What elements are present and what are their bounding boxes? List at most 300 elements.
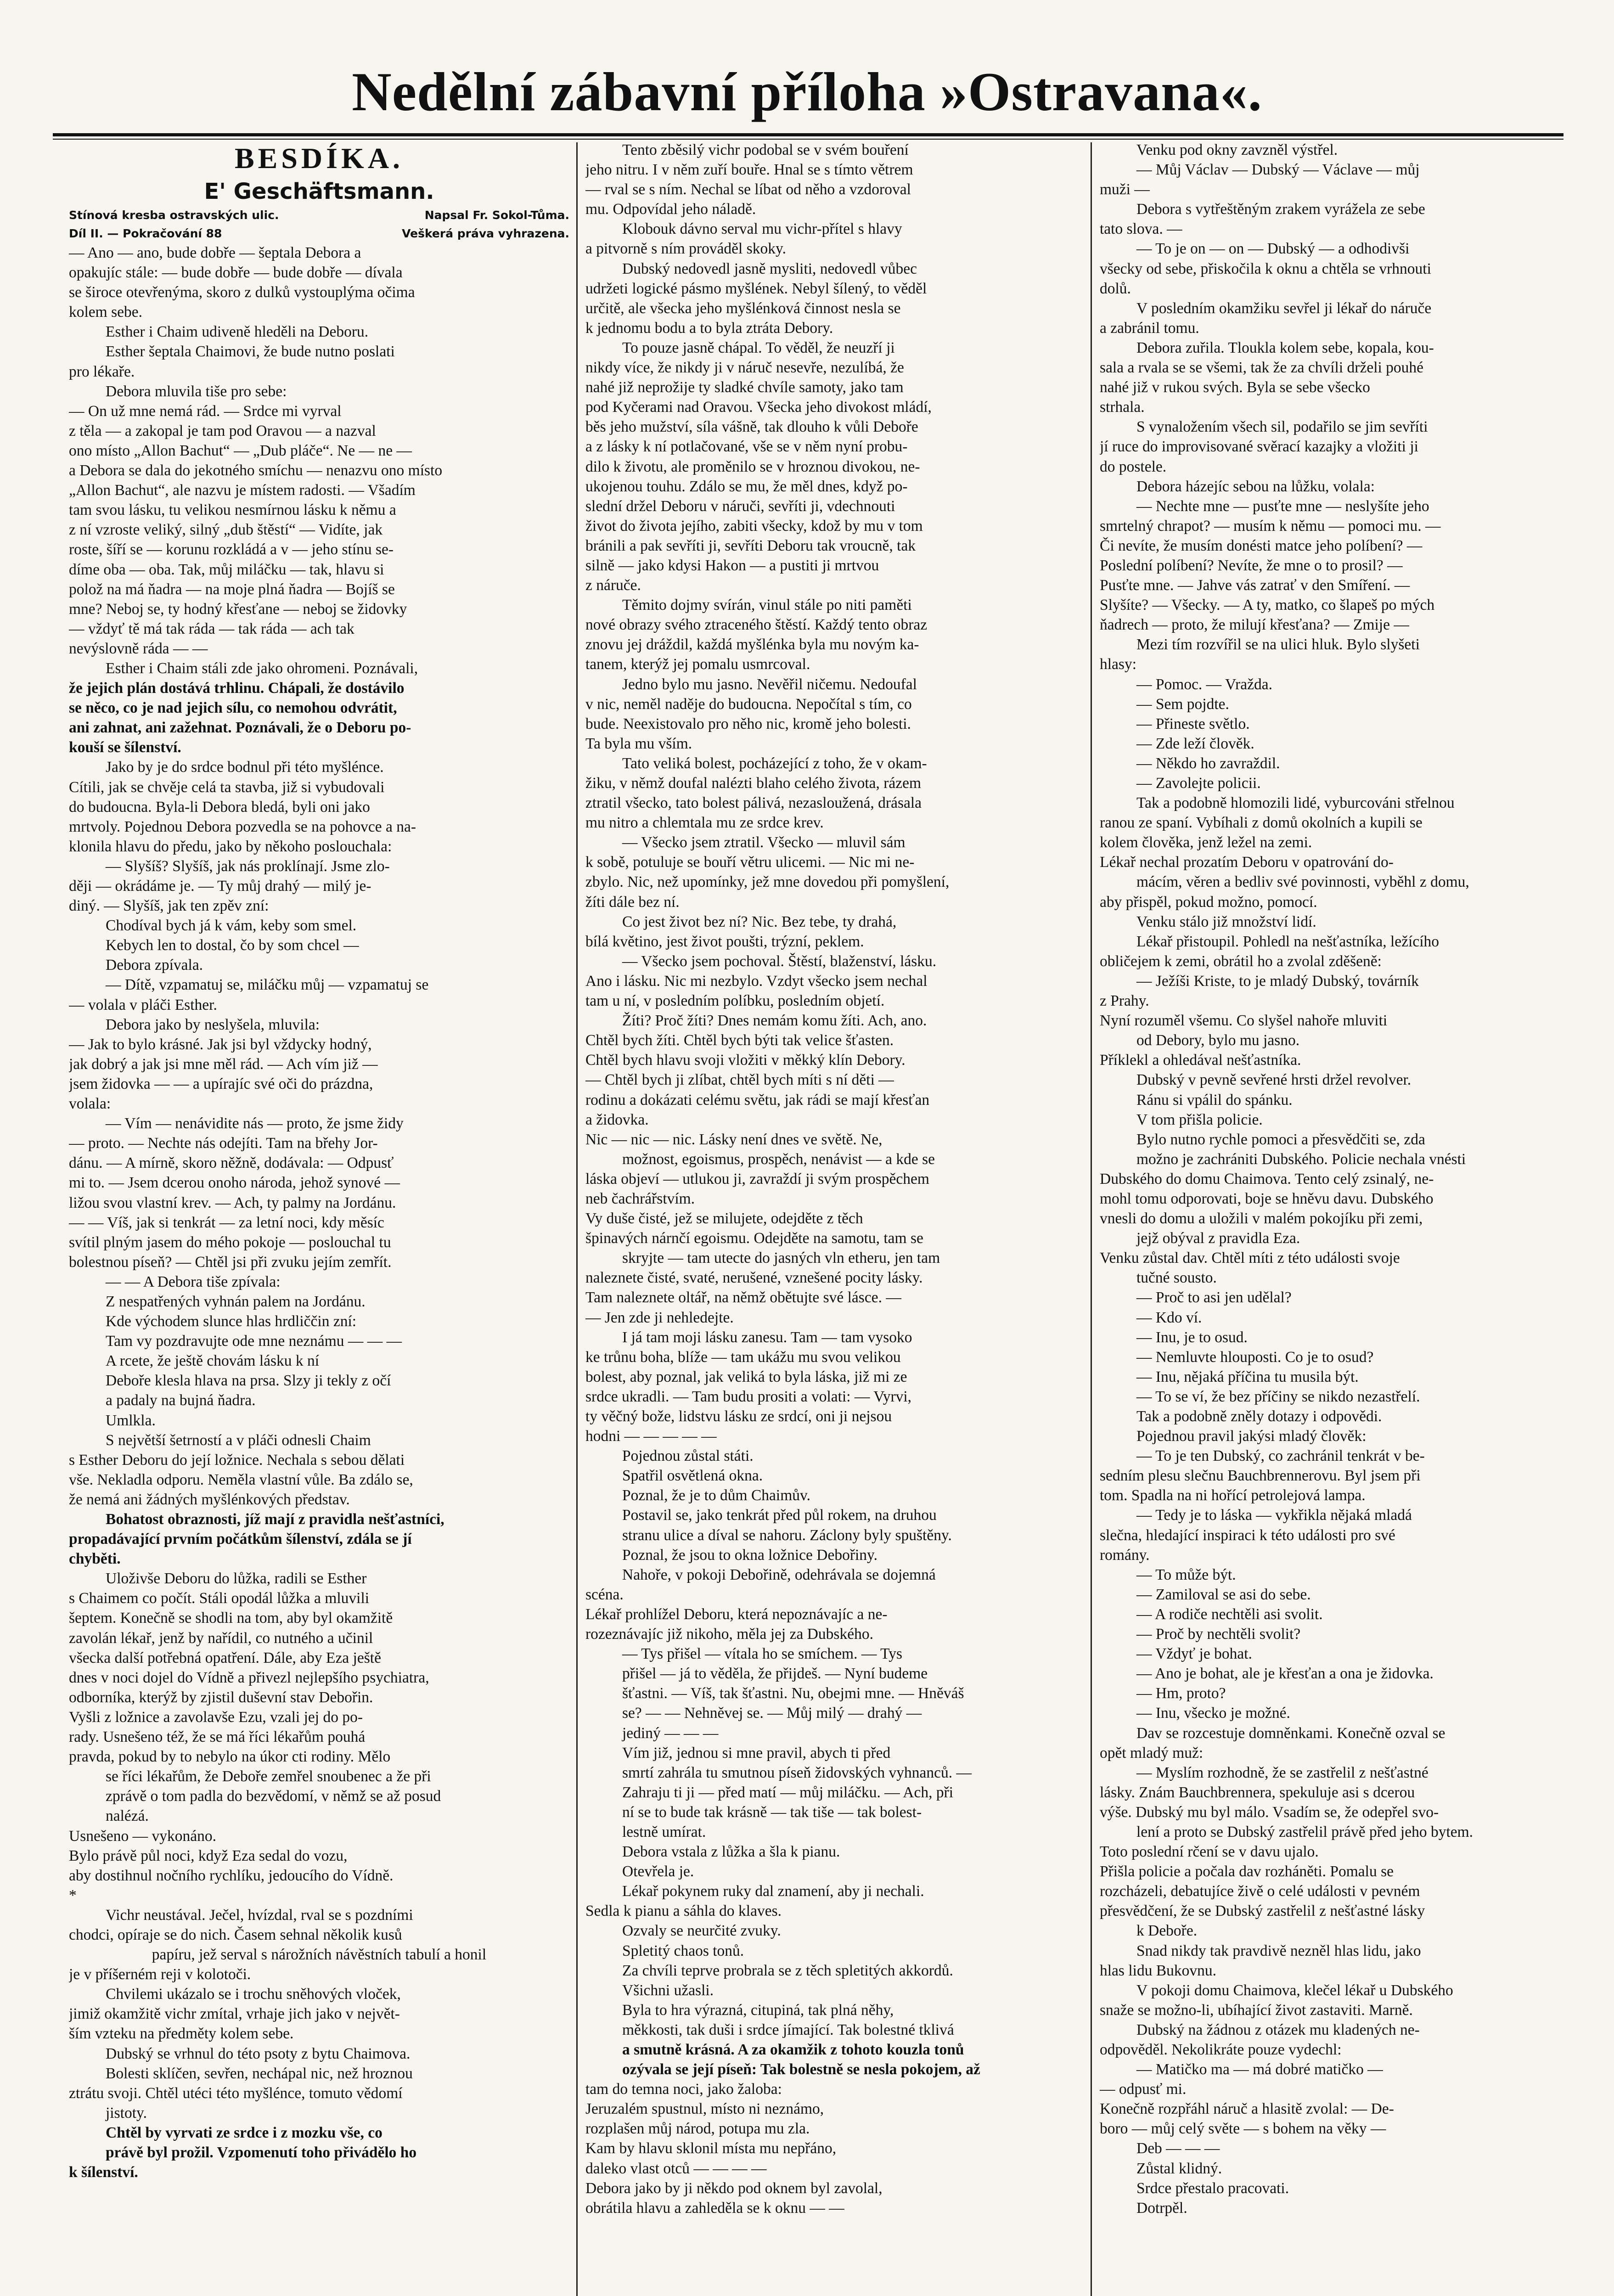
col2-line: lestně umírat. (622, 1823, 706, 1840)
col2-line: smrtí zahrála tu smutnou píseň židovských vyhnanců. — (622, 1764, 972, 1781)
col2-line: nahé již neprožije ty sladké chvíle samoty, jako tam (585, 379, 904, 396)
col1-line: A rcete, že ještě chovám lásku k ní (106, 1352, 320, 1370)
col1-line: s Chaimem co počít. Stáli opodál lůžka a mluvili (69, 1590, 370, 1607)
col3-line: Venku stálo již množství lidí. (1136, 913, 1316, 930)
col2-line: Vím již, jednou si mne pravil, abych ti před (622, 1744, 891, 1761)
col2-line: v nic, neměl naděje do budoucna. Nepočítal s tím, co (585, 695, 912, 713)
col2-line: špinavých nárnčí egoismu. Odejděte na samotu, tam se (585, 1230, 923, 1247)
column-1 (69, 140, 569, 2296)
col1-line: chodci, opíraje se do nich. Časem sehnal několik kusů (69, 1926, 402, 1943)
col3-line: strhala. (1100, 399, 1145, 416)
col2-line: Chtěl bych hlavu svoji vložiti v měkký klín Debory. (585, 1052, 905, 1069)
col2-line: — Jen zde ji nehledejte. (585, 1309, 734, 1326)
col1-line: S největší šetrností a v pláči odnesli Chaim (106, 1431, 371, 1449)
col3-line: — Nechte mne — pusťte mne — neslyšíte jeho (1136, 497, 1429, 515)
col1-line: Kebych len to dostal, čo by som chcel — (106, 937, 359, 954)
column-divider-2 (1091, 142, 1092, 2296)
column-divider-1 (576, 142, 578, 2296)
col1-line: Dubský se vrhnul do této psoty z bytu Chaimova. (106, 2045, 411, 2062)
col3-line: Pusťte mne. — Jahve vás zatrať v den Smíření. — (1100, 577, 1410, 594)
col1-line: Debora jako by neslyšela, mluvila: (106, 1016, 320, 1033)
col3-line: muži — (1100, 181, 1150, 198)
col1-line: Chodíval bych já k vám, keby som smel. (106, 917, 357, 934)
col3-line: Slyšíte? — Všecky. — A ty, matko, co šlapeš po mých (1100, 597, 1435, 614)
col2-line: neb čachrářstvím. (585, 1190, 695, 1207)
col3-line: — Nemluvte hlouposti. Co je to osud? (1136, 1348, 1374, 1366)
col1-line: Cítili, jak se chvěje celá ta stavba, již si vybudovali (69, 778, 385, 796)
col3-line: Příklekl a ohledával nešťastníka. (1100, 1052, 1301, 1069)
col2-line: k jednomu bodu a to byla ztráta Debory. (585, 319, 833, 337)
col3-line: — Inu, nějaká příčina tu musila být. (1136, 1368, 1359, 1385)
col2-line: — rval se s ním. Nechal se líbat od něho a vzdoroval (585, 181, 911, 198)
col3-line: — Někdo ho zavraždil. (1136, 754, 1280, 772)
col1-line: — On už mne nemá rád. — Srdce mi vyrval (69, 402, 342, 420)
col3-line: — Vždyť je bohat. (1136, 1645, 1252, 1663)
col1-line: díme oba — oba. Tak, můj miláčku — tak, hlavu si (69, 561, 384, 578)
col1-line: — — A Debora tiše zpívala: (106, 1273, 281, 1290)
col3-line: — Zavolejte policii. (1136, 775, 1261, 792)
col2-line: Poznal, že jsou to okna ložnice Debořiny. (622, 1546, 878, 1564)
col1-line: bolestnou píseň? — Chtěl jsi při zvuku jejím zemřít. (69, 1253, 392, 1271)
col2-line: Jedno bylo mu jasno. Nevěřil ničemu. Nedoufal (622, 675, 917, 693)
col2-line: Postavil se, jako tenkrát před půl rokem, na druhou (622, 1507, 937, 1524)
col3-line: Lékař přistoupil. Pohledl na nešťastníka, ležícího (1136, 933, 1440, 950)
col1-line: nevýslovně ráda — — (69, 640, 208, 657)
col2-line: ozývala se její píseň: Tak bolestně se nesla pokojem, až (622, 2061, 980, 2078)
col2-line: Spatřil osvětlená okna. (622, 1467, 763, 1485)
col3-line: — Hm, proto? (1136, 1685, 1226, 1702)
col2-line: k sobě, potuluje se bouří větru ulicemi. — Nic mi ne- (585, 854, 915, 871)
col1-line: k šílenství. (69, 2164, 138, 2181)
col3-line: Dubský v pevně sevřené hrsti držel revolver. (1136, 1071, 1412, 1089)
col3-line: — Proč to asi jen udělal? (1136, 1289, 1292, 1306)
col2-line: obrátila hlavu a zahleděla se k oknu — — (585, 2199, 844, 2217)
col3-line: ranou ze spaní. Vybíhali z domů okolních a kupili se (1100, 814, 1423, 832)
col2-line: láska objeví — utlukou ji, zavraždí ji svým prospěchem (585, 1170, 929, 1187)
col3-line: obličejem k zemi, obrátil ho a zvolal zděšeně: (1100, 952, 1382, 970)
col2-line: Tento zběsilý vichr podobal se v svém bouření (622, 141, 909, 158)
col2-line: šťastni. — Víš, tak šťastni. Nu, obejmi mne. — Hněváš (622, 1685, 964, 1702)
col1-line: — Slyšíš? Slyšíš, jak nás proklínají. Jsme zlo- (106, 857, 390, 875)
col1-line: mi to. — Jsem dcerou onoho národa, jehož synové — (69, 1174, 400, 1192)
col2-line: Sedla k pianu a sáhla do klaves. (585, 1902, 782, 1920)
col1-line: z těla — a zakopal je tam pod Oravou — a nazval (69, 422, 376, 439)
col3-line: rozcházeli, debatujíce živě o celé události v pevném (1100, 1883, 1420, 1900)
col1-line: — — Víš, jak si tenkrát — za letní noci, kdy měsíc (69, 1214, 384, 1231)
col1-line: jsem židovka — — a upírajíc své oči do prázdna, (69, 1075, 373, 1092)
col1-line: kolem sebe. (69, 304, 143, 321)
col2-line: jeho nitru. I v něm zuří bouře. Hnal se s tímto větrem (585, 161, 913, 179)
newspaper-masthead: Nedělní zábavní příloha »Ostravana«. (352, 61, 1262, 122)
col1-line: Kde východem slunce hlas hrdliččin zní: (106, 1313, 357, 1330)
col1-line: odborníka, kterýž by zjistil duševní stav Debořin. (69, 1688, 373, 1706)
col2-line: — Tys přišel — vítala ho se smíchem. — Tys (622, 1645, 903, 1663)
col3-line: Venku pod okny zavzněl výstřel. (1136, 141, 1338, 158)
col3-line: Tak a podobně zněly dotazy i odpovědi. (1136, 1408, 1382, 1425)
col3-line: Tak a podobně hlomozili lidé, vyburcováni střelnou (1136, 794, 1455, 812)
col3-line: Deb — — — (1136, 2140, 1220, 2157)
col2-line: nikdy více, že nikdy ji v náruč nesevře, nezulíbá, že (585, 359, 904, 377)
col2-line: Vy duše čisté, jež se milujete, odejděte z těch (585, 1210, 863, 1227)
col3-line: všecky od sebe, přiskočila k oknu a chtěla se vrhnouti (1100, 260, 1431, 277)
col1-line: Debora zpívala. (106, 957, 203, 974)
col2-line: Těmito dojmy svírán, vinul stále po niti paměti (622, 597, 912, 614)
col1-line: jak dobrý a jak jsi mne měl rád. — Ach vím již — (69, 1055, 378, 1073)
col2-line: ty věčný bože, lidstvu lásku ze srdcí, oni ji nejsou (585, 1408, 892, 1425)
col2-line: naleznete čisté, svaté, nerušené, vznešené pocity lásky. (585, 1269, 923, 1287)
col3-line: — To může být. (1136, 1566, 1236, 1583)
col3-line: do postele. (1100, 458, 1167, 475)
col3-line: vnesli do domu a uložili v malém pokojíku při zemi, (1100, 1210, 1423, 1227)
col3-line: k Deboře. (1136, 1922, 1198, 1940)
col1-line: Umlkla. (106, 1412, 156, 1429)
col2-line: Klobouk dávno serval mu vichr-přítel s hlavy (622, 220, 902, 238)
col1-line: zavolán lékař, jenž by nařídil, co nutného a učinil (69, 1629, 373, 1647)
col3-line: smrtelný chrapot? — musím k němu — pomoci mu. — (1100, 517, 1441, 535)
col2-line: daleko vlast otců — — — — (585, 2160, 767, 2177)
col2-line: Jeruzalém spustnul, místo ni neznámo, (585, 2100, 824, 2118)
col2-line: Lékař pokynem ruky dal znamení, aby ji nechali. (622, 1883, 924, 1900)
col1-line: dánu. — A mírně, skoro něžně, dodávala: — Odpusť (69, 1154, 394, 1172)
col1-line: šeptem. Konečně se shodli na tom, aby byl okamžitě (69, 1609, 393, 1627)
col1-line: je v příšerném reji v kolotoči. (69, 1966, 251, 1983)
story-meta-row-2 (69, 225, 569, 243)
col1-line: se něco, co je nad jejich sílu, co nemohou odvrátit, (69, 699, 397, 717)
col3-line: hlas lidu Bukovnu. (1100, 1962, 1217, 1979)
col1-line: — Dítě, vzpamatuj se, miláčku můj — vzpamatuj se (106, 976, 429, 994)
col1-line: Jako by je do srdce bodnul při této myšlénce. (106, 759, 384, 776)
col3-line: Debora házejíc sebou na lůžku, volala: (1136, 478, 1375, 495)
col1-line: že jejich plán dostává trhlinu. Chápali, že dostávilo (69, 680, 405, 697)
col1-line: se široce otevřenýma, skoro z dulků vystouplýma očima (69, 284, 415, 301)
col1-line: Chtěl by vyrvati ze srdce i z mozku vše, co (106, 2124, 382, 2141)
col3-line: Mezi tím rozvířil se na ulici hluk. Bylo slyšeti (1136, 636, 1420, 653)
col3-line: Nyní rozuměl všemu. Co slyšel nahoře mluviti (1100, 1012, 1388, 1030)
col3-line: Dubský na žádnou z otázek mu kladených ne- (1136, 2021, 1420, 2038)
col2-line: bílá květino, jest život poušti, trýzní, peklem. (585, 933, 864, 950)
col1-line: nalézá. (106, 1807, 149, 1825)
col2-line: běs jeho mužství, síla vášně, tak dlouho k vůli Deboře (585, 418, 918, 436)
col3-line: — odpusť mi. (1100, 2081, 1187, 2098)
col1-line: Bolesti sklíčen, sevřen, nechápal nic, než hroznou (106, 2065, 413, 2082)
col2-line: z náruče. (585, 577, 641, 594)
col3-line: — To je ten Dubský, co zachránil tenkrát v be- (1136, 1447, 1425, 1465)
col1-line: z ní vzroste veliký, silný „dub štěstí“ — Vidíte, jak (69, 521, 383, 539)
col3-line: sedním plesu slečnu Bauchbrennerovu. Byl jsem při (1100, 1467, 1421, 1485)
col3-line: aby přispěl, pokud možno, pomocí. (1100, 893, 1317, 911)
col2-line: nové obrazy svého ztraceného štěstí. Každý tento obraz (585, 616, 928, 634)
col2-line: skryjte — tam utecte do jasných vln etheru, jen tam (622, 1249, 940, 1267)
col2-line: Chtěl bych žíti. Chtěl bych býti tak velice šťasten. (585, 1032, 894, 1049)
col1-line: do budoucna. Byla-li Debora bledá, byli oni jako (69, 798, 370, 816)
col3-line: Bylo nutno rychle pomoci a přesvědčiti se, zda (1136, 1131, 1425, 1148)
col2-line: silně — jako kdysi Hakon — a pustiti ji mrtvou (585, 557, 879, 574)
col1-line: ližou svou vlastní krev. — Ach, ty palmy na Jordánu. (69, 1194, 396, 1211)
col3-line: — Sem pojdte. (1136, 695, 1229, 713)
col1-line: roste, šíří se — korunu rozkládá a v — jeho stínu se- (69, 541, 394, 558)
col2-line: Zahraju ti ji — před matí — můj miláčku. — Ach, při (622, 1784, 954, 1801)
col1-line: — Ano — ano, bude dobře — šeptala Debora a (69, 244, 361, 261)
col1-line: tam svou lásku, tu velikou nesmírnou lásku k němu a (69, 501, 396, 519)
masthead-rule-thin (53, 139, 1563, 140)
col2-line: ztratil všecko, tato bolest pálivá, nezasloužená, drásala (585, 794, 922, 812)
col1-line: jistoty. (106, 2104, 147, 2122)
col3-line: — Pomoc. — Vražda. (1136, 675, 1273, 693)
col2-line: a židovka. (585, 1111, 649, 1128)
masthead-rule-thick (53, 133, 1563, 136)
col2-line: mu. Odpovídal jeho náladě. (585, 201, 756, 218)
col3-line: — Matičko ma — má dobré matičko — (1136, 2061, 1383, 2078)
col3-line: Venku zůstal dav. Chtěl míti z této události svoje (1100, 1249, 1400, 1267)
col2-line: hodni — — — — — (585, 1428, 717, 1445)
column-3 (1100, 140, 1600, 2296)
col3-line: Či nevíte, že musím donésti matce jeho políbení? — (1100, 537, 1423, 554)
col3-line: Konečně rozpřáhl náruč a hlasitě zvolal: — De- (1100, 2100, 1394, 2118)
col3-line: ňadrech — proto, že milují křesťana? — Zmije — (1100, 616, 1409, 634)
col2-line: srdce ukradli. — Tam budu prositi a volati: — Vyrvi, (585, 1388, 912, 1405)
col2-line: ukojenou touhu. Zdálo se mu, že měl dnes, když po- (585, 478, 908, 495)
col2-line: tanem, kterýž jej pomalu usmrcoval. (585, 656, 810, 673)
column-3-text (1100, 140, 1600, 2218)
col3-line: Dav se rozcestuje domněnkami. Konečně ozval se (1136, 1724, 1445, 1742)
col2-line: Kam by hlavu sklonil místa mu nepřáno, (585, 2140, 837, 2157)
col1-line: * (69, 1886, 77, 1904)
col3-line: Přišla policie a počala dav rozháněti. Pomalu se (1100, 1863, 1394, 1880)
col1-line: polož na má ňadra — na moje plná ňadra — Bojíš se (69, 580, 395, 598)
col3-line: lásky. Znám Bauchbrennera, spekuluje asi s dcerou (1100, 1784, 1415, 1801)
col3-line: z Prahy. (1100, 992, 1149, 1010)
col3-line: nahé již v rukou svých. Byla se sebe všecko (1100, 379, 1370, 396)
col3-line: hlasy: (1100, 656, 1137, 673)
col1-line: právě byl prožil. Vzpomenutí toho přivádělo ho (106, 2144, 417, 2161)
col2-line: Ozvaly se neurčité zvuky. (622, 1922, 781, 1940)
col2-line: rodinu a dokázati celému světu, jak rádi se mají křesťan (585, 1091, 930, 1109)
col1-line: pravda, pokud by to nebylo na úkor cti rodiny. Mělo (69, 1748, 391, 1766)
col3-line: tato slova. — (1100, 220, 1182, 238)
col1-line: Bylo právě půl noci, když Eza sedal do vozu, (69, 1847, 348, 1864)
col3-line: — Tedy je to láska — vykřikla nějaká mladá (1136, 1507, 1412, 1524)
col2-line: Dubský nedovedl jasně mysliti, nedovedl vůbec (622, 260, 917, 277)
col1-line: — vždyť tě má tak ráda — tak ráda — ach tak (69, 620, 354, 637)
col2-line: Co jest život bez ní? Nic. Bez tebe, ty drahá, (622, 913, 897, 930)
col2-line: To pouze jasně chápal. To věděl, že neuzří ji (622, 339, 895, 356)
col1-line: opakujíc stále: — bude dobře — bude dobře — dívala (69, 264, 403, 281)
col3-line: — Zamiloval se asi do sebe. (1136, 1586, 1311, 1603)
col1-line: — volala v pláči Esther. (69, 996, 217, 1013)
col3-line: — Přineste světlo. (1136, 715, 1250, 732)
col2-line: Pojednou zůstal státi. (622, 1447, 754, 1465)
col3-line: tom. Spadla na ni hořící petrolejová lampa. (1100, 1487, 1366, 1504)
col1-line: kouší se šílenství. (69, 739, 181, 756)
col1-line: klonila hlavu do předu, jako by někoho poslouchala: (69, 838, 392, 855)
col2-line: tam u ní, v posledním políbku, posledním objetí. (585, 992, 885, 1010)
col2-line: Poznal, že je to dům Chaimův. (622, 1487, 810, 1504)
col2-line: bude. Neexistovalo pro něho nic, kromě jeho bolesti. (585, 715, 911, 732)
col2-line: bránili a pak sevříti ji, sevříti Deboru tak vroucně, tak (585, 537, 916, 554)
column-1-text (69, 243, 569, 2182)
col1-line: se říci lékařům, že Deboře zemřel snoubenec a že při (106, 1768, 431, 1785)
col3-line: dolů. (1100, 280, 1131, 297)
col2-line: život do života jejího, zabiti všecky, kdož by mu v tom (585, 517, 923, 535)
col2-line: jediný — — — (622, 1724, 719, 1742)
col1-line: ono místo „Allon Bachut“ — „Dub pláče“. Ne — ne — (69, 442, 412, 459)
col2-line: Otevřela je. (622, 1863, 694, 1880)
col2-line: Nic — nic — nic. Lásky není dnes ve světě. Ne, (585, 1131, 883, 1148)
col2-line: Debora vstala z lůžka a šla k pianu. (622, 1843, 840, 1861)
col1-line: propadávající prvním počátkům šílenství, zdála se jí (69, 1531, 412, 1548)
col1-line: aby dostihnul nočního rychlíku, jedoucího do Vídně. (69, 1867, 394, 1884)
col1-line: chyběti. (69, 1550, 121, 1568)
col2-line: žiku, v němž doufal nalézti blaho celého života, rázem (585, 775, 922, 792)
col1-line: Z nespatřených vyhnán palem na Jordánu. (106, 1293, 366, 1310)
column-2 (585, 140, 1086, 2296)
col2-line: pod Kyčerami nad Oravou. Všecka jeho divokost mládí, (585, 399, 932, 416)
col1-line: Bohatost obraznosti, jíž mají z pravidla nešťastníci, (106, 1511, 444, 1528)
col3-line: slečna, hledající inspiraci k této události pro své (1100, 1526, 1395, 1544)
col1-line: — proto. — Nechte nás odejíti. Tam na břehy Jor- (69, 1135, 378, 1152)
col2-line: a z lásky k ní potlačované, vše se v něm nyní probu- (585, 438, 908, 456)
col3-line: Zůstal klidný. (1136, 2160, 1222, 2177)
col1-line: Usnešeno — vykonáno. (69, 1827, 216, 1845)
col3-line: Toto poslední rčení se v davu ujalo. (1100, 1843, 1319, 1861)
col3-line: — Můj Václav — Dubský — Václave — můj (1136, 161, 1420, 179)
story-author: Napsal Fr. Sokol-Tůma. (424, 208, 569, 222)
col3-line: — Inu, všecko je možné. (1136, 1705, 1290, 1722)
col3-line: V pokoji domu Chaimova, klečel lékař u Dubského (1136, 1981, 1453, 1999)
col1-line: Esther i Chaim udiveně hleděli na Deboru. (106, 323, 369, 341)
col3-line: — Inu, je to osud. (1136, 1328, 1248, 1346)
col2-line: se? — — Nehněvej se. — Můj milý — drahý — (622, 1705, 922, 1722)
col3-line: sala a rvala se se všemi, tak že za chvíli drželi pouhé (1100, 359, 1424, 377)
col1-line: Debora mluvila tiše pro sebe: (106, 383, 287, 400)
col3-line: Dubského do domu Chaimova. Tento celý zsinalý, ne- (1100, 1170, 1434, 1187)
col2-line: ní se to bude tak krásně — tak tiše — tak bolest- (622, 1803, 922, 1821)
col3-line: kolem člověka, jenž ležel na zemi. (1100, 834, 1312, 851)
col2-line: Tato veliká bolest, pocházející z toho, že v okam- (622, 754, 927, 772)
col2-line: přišel — já to věděla, že přijdeš. — Nyní budeme (622, 1665, 928, 1683)
col3-line: od Debory, bylo mu jasno. (1136, 1032, 1300, 1049)
col3-line: mácím, věren a bedliv své povinnosti, vyběhl z domu, (1136, 873, 1469, 891)
col3-line: opět mladý muž: (1100, 1744, 1203, 1761)
col2-line: žíti dále bez ní. (585, 893, 680, 911)
col1-line: svítil plným jasem do mého pokoje — poslouchal tu (69, 1233, 391, 1251)
col1-line: zprávě o tom padla do bezvědomí, v němž se až posud (106, 1788, 441, 1805)
col3-line: V tom přišla policie. (1136, 1111, 1263, 1128)
col3-line: Debora s vytřeštěným zrakem vyrážela ze sebe (1136, 201, 1425, 218)
col1-line: „Allon Bachut“, ale nazvu je místem radosti. — Všadím (69, 482, 416, 499)
col1-line: s Esther Deboru do její ložnice. Nechala s sebou dělati (69, 1451, 405, 1469)
col3-line: — To se ví, že bez příčiny se nikdo nezastřelí. (1136, 1388, 1420, 1405)
col3-line: Pojednou pravil jakýsi mladý člověk: (1136, 1428, 1367, 1445)
col2-line: udržeti logické pásmo myšlének. Nebyl šílený, to věděl (585, 280, 927, 297)
col2-line: dilo k životu, ale proměnilo se v hroznou divokou, ne- (585, 458, 920, 475)
col2-line: — Všecko jsem pochoval. Štěstí, blaženství, lásku. (622, 952, 937, 970)
col2-line: scéna. (585, 1586, 624, 1603)
col1-line: vše. Nekladla odporu. Neměla vlastní vůle. Ba zdálo se, (69, 1471, 413, 1488)
col3-line: Debora zuřila. Tloukla kolem sebe, kopala, kou- (1136, 339, 1434, 356)
col3-line: — Kdo ví. (1136, 1309, 1202, 1326)
col3-line: Dotrpěl. (1136, 2199, 1187, 2217)
story-title: E' Geschäftsmann. (204, 179, 434, 204)
col3-line: tučné sousto. (1136, 1269, 1217, 1287)
col2-line: I já tam moji lásku zanesu. Tam — tam vysoko (622, 1328, 912, 1346)
col3-line: — To je on — on — Dubský — a odhodivši (1136, 240, 1410, 258)
col1-line: Esther i Chaim stáli zde jako ohromeni. Poznávali, (106, 659, 418, 677)
col2-line: znovu jej dráždil, každá myšlénka byla mu novým ka- (585, 636, 919, 653)
story-part: Díl II. — Pokračování 88 (69, 227, 222, 240)
col1-line: volala: (69, 1095, 111, 1113)
col2-line: — Všecko jsem ztratil. Všecko — mluvil sám (622, 834, 905, 851)
col3-line: — Proč by nechtěli svolit? (1136, 1626, 1301, 1643)
col3-line: V posledním okamžiku sevřel ji lékař do náruče (1136, 299, 1432, 317)
section-title: BESDÍKA. (234, 142, 404, 174)
col2-line: Za chvíli teprve probrala se z těch spletitých akkordů. (622, 1962, 953, 1979)
col3-line: — A rodiče nechtěli asi svolit. (1136, 1605, 1323, 1623)
col1-line: mne? Neboj se, ty hodný křesťane — neboj se židovky (69, 600, 407, 618)
col1-line: dnes v noci dojel do Vídně a přivezl nejlepšího psychiatra, (69, 1669, 429, 1686)
col1-line: Deboře klesla hlava na prsa. Slzy ji tekly z očí (106, 1372, 391, 1390)
col1-line: ším vzteku na předměty kolem sebe. (69, 2025, 294, 2043)
col1-line: diný. — Slyšíš, jak ten zpěv zní: (69, 897, 269, 915)
col3-line: možno je zachrániti Dubského. Policie nechala vnésti (1136, 1150, 1466, 1168)
col1-line: ani zahnat, ani zažehnat. Poznávali, že o Deboru po- (69, 719, 411, 737)
rights-notice: Veškerá práva vyhrazena. (402, 227, 569, 240)
col1-line: ztrátu svoji. Chtěl utéci této myšlénce, tomuto vědomí (69, 2084, 403, 2102)
col2-line: slední držel Deboru v náruči, sevříti ji, vdechnouti (585, 497, 895, 515)
col3-line: jí ruce do improvisované svěrací kazajky a vložiti ji (1100, 438, 1418, 456)
story-meta-row-1 (69, 206, 569, 225)
col2-line: Spletitý chaos tonů. (622, 1942, 744, 1959)
col2-line: — Chtěl bych ji zlíbat, chtěl bych míti s ní děti — (585, 1071, 894, 1089)
col2-line: bolest, aby poznal, jak veliká to byla láska, již mi ze (585, 1368, 907, 1385)
col2-line: Všichni užasli. (622, 1981, 714, 1999)
col1-line: Vichr neustával. Ječel, hvízdal, rval se s pozdními (106, 1906, 413, 1924)
col1-line: pro lékaře. (69, 363, 135, 380)
col2-line: Tam naleznete oltář, na němž obětujte své lásce. — (585, 1289, 901, 1306)
col3-line: romány. (1100, 1546, 1150, 1564)
col3-line: — Ježíši Kriste, to je mladý Dubský, továrník (1136, 972, 1419, 990)
col2-line: a pitvorně s ním prováděl skoky. (585, 240, 786, 258)
col1-line: a padaly na bujná ňadra. (106, 1392, 256, 1409)
col3-line: jejž obýval z pravidla Eza. (1136, 1230, 1300, 1247)
col1-line: rady. Usnešeno též, že se má říci lékařům pouhá (69, 1728, 366, 1746)
col1-line: mrtvoly. Pojednou Debora pozvedla se na pohovce a na- (69, 818, 416, 835)
col3-line: lení a proto se Dubský zastřelil právě před jeho bytem. (1136, 1823, 1473, 1840)
col3-line: Srdce přestalo pracovati. (1136, 2179, 1289, 2197)
col1-line: ději — okrádáme je. — Ty můj drahý — milý je- (69, 878, 371, 895)
col1-line: všecka další potřebná opatření. Dále, aby Eza ještě (69, 1649, 381, 1666)
col2-line: rozplašen můj národ, potupa mu zla. (585, 2120, 810, 2138)
story-genre: Stínová kresba ostravských ulic. (69, 208, 279, 222)
col2-line: zbylo. Nic, než upomínky, jež mne dovedou při pomyšlení, (585, 873, 950, 891)
col3-line: Ránu si vpálil do spánku. (1136, 1091, 1293, 1109)
col3-line: Lékař nechal prozatím Deboru v opatrování do- (1100, 854, 1394, 871)
col3-line: — Myslím rozhodně, že se zastřelil z nešťastné (1136, 1764, 1428, 1781)
col3-line: Poslední políbení? Nevíte, že mne o to prosil? — (1100, 557, 1403, 574)
col1-line: Vyšli z ložnice a zavolavše Ezu, vzali jej do po- (69, 1708, 363, 1726)
col3-line: S vynaložením všech sil, podařilo se jim sevříti (1136, 418, 1428, 436)
col1-line: Chvilemi ukázalo se i trochu sněhových vloček, (106, 1986, 401, 2003)
col3-line: — Ano je bohat, ale je křesťan a ona je židovka. (1136, 1665, 1434, 1683)
col3-line: a zabránil tomu. (1100, 319, 1199, 337)
col2-line: měkkosti, tak duši i srdce jímající. Tak bolestné tklivá (622, 2021, 954, 2038)
col3-line: snaže se možno-li, ubíhající život zastaviti. Marně. (1100, 2001, 1413, 2019)
col2-line: Byla to hra výrazná, citupiná, tak plná něhy, (622, 2001, 894, 2019)
col1-line: Uloživše Deboru do lůžka, radili se Esther (106, 1570, 367, 1587)
col3-line: Snad nikdy tak pravdivě nezněl hlas lidu, jako (1136, 1942, 1421, 1959)
col1-line: papíru, jež serval s nárožních návěstních tabulí a honil (152, 1946, 487, 1964)
col2-line: Ano i lásku. Nic mi nezbylo. Vzdyt všecko jsem nechal (585, 972, 928, 990)
